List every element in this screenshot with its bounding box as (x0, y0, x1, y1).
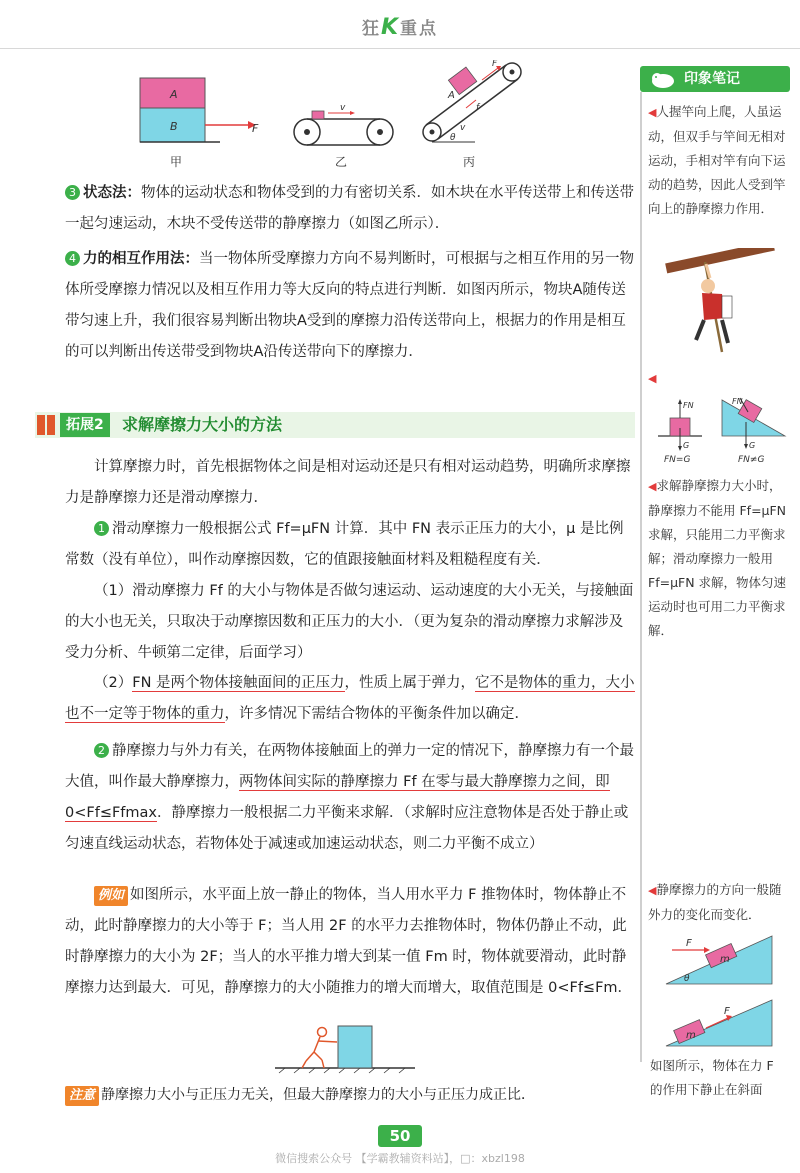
incline-label-theta: θ (684, 974, 690, 984)
underlined-text: 它不是物体的重力，大小也不一定等于物体的重力 (65, 675, 635, 722)
incline-label-f: F (686, 938, 692, 949)
yi-label-v: v (340, 103, 346, 113)
fig-label-g-2: G (749, 441, 756, 450)
figure-bing (423, 60, 521, 169)
fig-label-g: G (683, 441, 690, 450)
figure-incline-diagrams (662, 934, 782, 1054)
triangle-marker-icon: ◀ (648, 480, 657, 493)
item-static-friction (65, 736, 635, 860)
intro-paragraph: 计算摩擦力时，首先根据物体之间是相对运动还是只有相对运动趋势，明确所求摩擦力是静摩擦力还是滑动摩擦力． (65, 459, 631, 506)
figure-pole-climber (660, 248, 780, 353)
number-badge: 1 (94, 521, 109, 536)
sidebar-note-text: 静摩擦力的方向一般随外力的变化而变化． (648, 882, 782, 922)
section-text: 物体的运动状态和物体受到的力有密切关系．如木块在水平传送带上和传送带一起匀速运动，木块不受传送带的静摩擦力（如图乙所示）． (65, 185, 634, 232)
figure-jia-yi-bing (130, 60, 530, 170)
bing-label-v: v (460, 123, 466, 133)
triangle-marker-icon: ◀ (648, 372, 657, 385)
figure-jia (140, 78, 259, 169)
item-text: 滑动摩擦力一般根据公式 Ff=μFN 计算．其中 FN 表示正压力的大小，μ 是比例常数（没有单位），叫作动摩擦因数，它的值跟接触面材料及粗糙程度有关． (65, 521, 624, 568)
item-sliding-friction-note2 (65, 668, 635, 730)
sidebar-note-friction-solve (648, 474, 788, 643)
header-k-logo: K (380, 15, 401, 40)
sidebar-header (640, 66, 790, 92)
note-prefix: （2） (94, 675, 133, 691)
header-title-part: 重点 (400, 19, 439, 39)
section-text: 当一物体所受摩擦力方向不易判断时，可根据与之相互作用的另一物体所受摩擦力情况以及相互作用力等大反向的特点进行判断．如图丙所示，物块A随传送带匀速上升，我们很容易判断出物块A受到的摩擦力沿传送带向上，根据力的作用是相互的可以判断出传送带受到物块A沿传送带向下的摩擦力． (65, 251, 634, 360)
note-middle: ，性质上属于弹力， (344, 675, 476, 691)
sidebar-title: 印象笔记 (684, 71, 740, 87)
sidebar-note-climbing (648, 100, 788, 221)
page-header-title (340, 14, 460, 40)
sidebar-note-text: 人握竿向上爬，人虽运动，但双手与竿间无相对运动，手相对竿有向下运动的趋势，因此人受到竿向上的静摩擦力作用． (648, 104, 786, 216)
yi-caption: 乙 (335, 155, 348, 169)
underlined-text: FN 是两个物体接触面间的正压力 (132, 675, 345, 691)
extension-label: 拓展2 (60, 413, 110, 437)
note-tag: 注意 (65, 1086, 99, 1106)
extension-title: 求解摩擦力大小的方法 (122, 415, 283, 434)
jia-label-a: A (170, 88, 178, 101)
sidebar-divider (640, 92, 642, 1062)
footer-watermark: 微信搜索公众号 【学霸教辅资料站】，□：xbzl198 (275, 1152, 525, 1165)
item-sliding-friction-note1: （1）滑动摩擦力 Ff 的大小与物体是否做匀速运动、运动速度的大小无关，与接触面的大小也无关，只取决于动摩擦因数和正压力的大小．（更为复杂的滑动摩擦力求解涉及受力分析、牛顿第二定律，后面学习） (65, 583, 634, 661)
jia-caption: 甲 (170, 155, 183, 169)
figure-yi (294, 103, 393, 169)
section-interaction-method (65, 244, 635, 368)
header-title-part: 狂 (361, 19, 381, 39)
sidebar-note-static-direction (648, 878, 788, 927)
underlined-text: 两物体间实际的静摩擦力 Ff 在零与最大静摩擦力之间，即 0<Ff≤Ffmax (65, 774, 610, 821)
incline-label-m-2: m (686, 1030, 696, 1041)
example-tag: 例如 (94, 886, 128, 906)
number-badge: 3 (65, 185, 80, 200)
book-icon (36, 413, 56, 437)
note-suffix: ，许多情况下需结合物体的平衡条件加以确定． (224, 706, 529, 722)
fig-caption-not-equal: FN≠G (738, 455, 765, 465)
fig-label-fn: FN (683, 401, 694, 410)
item-text: 静摩擦力与外力有关，在两物体接触面上的弹力一定的情况下，静摩擦力有一个最大值，叫作最大静摩擦力， (65, 743, 634, 790)
bing-label-ff: F (492, 60, 498, 69)
fig-caption-equal: FN=G (664, 455, 691, 465)
page-number: 50 (378, 1125, 422, 1147)
jia-label-f: F (252, 122, 259, 135)
figure-normal-force-diagrams (650, 396, 790, 466)
jia-label-b: B (170, 120, 178, 133)
bing-label-theta: θ (450, 133, 456, 143)
figure-person-pushing-box (270, 1022, 420, 1074)
section-state-method (65, 178, 635, 240)
bing-label-a: A (448, 90, 455, 101)
header-divider (0, 48, 800, 49)
triangle-marker-icon: ◀ (648, 106, 657, 119)
section-title: 力的相互作用法： (83, 251, 199, 267)
triangle-marker-icon: ◀ (648, 884, 657, 897)
bing-label-f: f (476, 103, 480, 113)
note-text: 静摩擦力大小与正压力无关，但最大静摩擦力的大小与正压力成正比． (101, 1087, 536, 1103)
section-title: 状态法： (83, 185, 141, 201)
fig-label-fn-2: FN (732, 397, 743, 406)
example-paragraph (65, 880, 635, 1004)
number-badge: 2 (94, 743, 109, 758)
bing-caption: 丙 (463, 155, 476, 169)
incline-label-f-2: F (724, 1006, 730, 1017)
number-badge: 4 (65, 251, 80, 266)
item-sliding-friction (65, 514, 635, 576)
note-paragraph (65, 1080, 635, 1111)
example-text: 如图所示，水平面上放一静止的物体，当人用水平力 F 推物体时，物体静止不动，此时静摩擦力的大小等于 F；当人用 2F 的水平力去推物体时，物体仍静止不动，此时静摩擦力的大小为 2F；当人的水平推力增大到某一值 Fm 时，物体就要滑动，此时静摩擦力达到最大．可见，静摩擦力的大小随推力的增大而增大，取值范围是 0<Ff≤Fm． (65, 887, 633, 996)
elephant-icon (648, 69, 678, 89)
incline-label-m: m (720, 954, 730, 965)
sidebar-note-incline: 如图所示，物体在力 F 的作用下静止在斜面 (650, 1058, 774, 1097)
item-text: ．静摩擦力一般根据二力平衡来求解．（求解时应注意物体是否处于静止或匀速直线运动状态，若物体处于减速或加速运动状态，则二力平衡不成立） (65, 805, 629, 852)
sidebar-note-text: 求解静摩擦力大小时，静摩擦力不能用 Ff=μFN 求解，只能用二力平衡求解；滑动摩擦力一般用 Ff=μFN 求解，物体匀速运动时也可用二力平衡求解． (648, 478, 787, 638)
